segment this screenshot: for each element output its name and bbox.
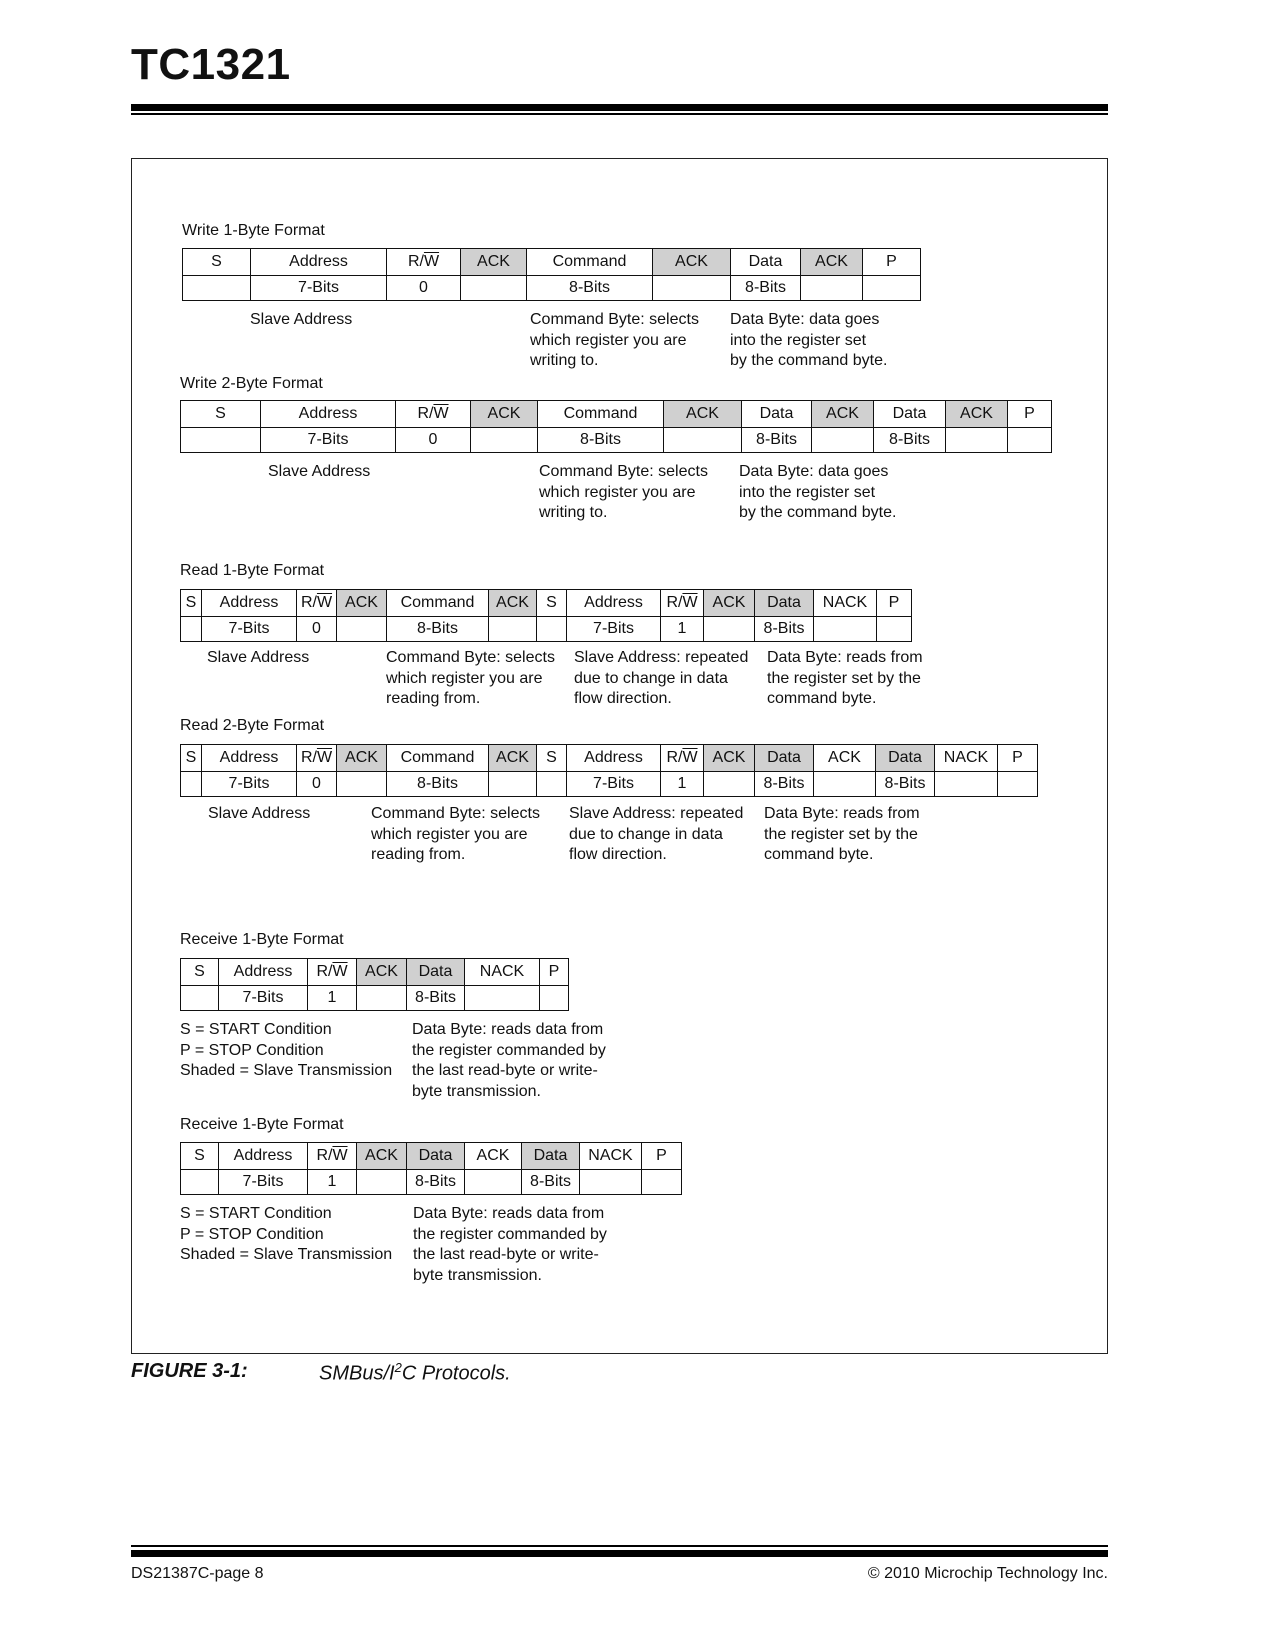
- annotation-line: Data Byte: reads from: [764, 805, 920, 822]
- annotation-line: reading from.: [386, 690, 481, 707]
- field-ack-cell: ACK: [653, 249, 731, 276]
- field-bits-cell: [471, 428, 538, 453]
- field-bits-cell: 1: [308, 986, 357, 1011]
- field-address-cell: Address: [202, 590, 297, 617]
- field-bits-cell: 8-Bits: [522, 1170, 580, 1195]
- field-ack-cell: ACK: [461, 249, 527, 276]
- field-nack-cell: NACK: [580, 1143, 642, 1170]
- field-p-cell: P: [1008, 401, 1052, 428]
- field-annotation: [207, 648, 309, 669]
- field-bits-cell: [642, 1170, 682, 1195]
- frame-table: [180, 400, 1052, 453]
- field-bits-cell: [183, 276, 251, 301]
- field-bits-cell: [704, 772, 755, 797]
- annotation-line: Slave Address: repeated: [574, 649, 749, 666]
- document-title: TC1321: [131, 40, 291, 89]
- annotation-line: due to change in data: [569, 825, 723, 843]
- annotation-line: flow direction.: [574, 690, 672, 707]
- field-address-cell: Address: [567, 745, 661, 772]
- field-bits-cell: [801, 276, 863, 301]
- field-bits-cell: [181, 772, 202, 797]
- field-ack-cell: ACK: [471, 401, 538, 428]
- annotation-line: S = START Condition: [180, 1205, 332, 1222]
- annotation-line: the register set by the: [767, 669, 921, 687]
- field-address-cell: Address: [202, 745, 297, 772]
- annotation-line: Data Byte: reads data from: [413, 1205, 605, 1222]
- footer-rule-thick: [131, 1550, 1108, 1557]
- field-bits-cell: 0: [297, 617, 337, 642]
- field-bits-cell: 0: [396, 428, 471, 453]
- annotation-line: writing to.: [530, 352, 599, 369]
- field-bits-cell: [1008, 428, 1052, 453]
- field-nack-cell: NACK: [465, 959, 540, 986]
- annotation-line: due to change in data: [574, 669, 728, 687]
- annotation-line: the register commanded by: [412, 1041, 606, 1059]
- frame-table: [180, 958, 569, 1011]
- field-bits-cell: [814, 772, 876, 797]
- annotation-line: Shaded = Slave Transmission: [180, 1246, 393, 1263]
- field-ack-cell: ACK: [337, 745, 387, 772]
- annotation-line: the last read-byte or write-: [412, 1062, 598, 1079]
- field-annotation: [730, 310, 887, 372]
- field-bits-cell: 7-Bits: [219, 1170, 308, 1195]
- annotation-line: Data Byte: data goes: [730, 311, 880, 328]
- field-ack-cell: ACK: [489, 590, 537, 617]
- field-bits-cell: 7-Bits: [202, 772, 297, 797]
- annotation-line: Slave Address: repeated: [569, 805, 744, 822]
- field-p-cell: P: [863, 249, 921, 276]
- annotation-line: Command Byte: selects: [530, 311, 699, 328]
- field-bits-cell: [877, 617, 912, 642]
- field-rw-cell: $R/\overline{W}$: [396, 401, 471, 428]
- field-annotation: [180, 1020, 392, 1082]
- field-command-cell: Command: [387, 590, 489, 617]
- field-data-cell: Data: [742, 401, 812, 428]
- field-bits-cell: 7-Bits: [251, 276, 387, 301]
- figure-label: FIGURE 3-1:: [131, 1360, 248, 1382]
- field-rw-cell: $R/\overline{W}$: [661, 590, 704, 617]
- field-bits-cell: 0: [297, 772, 337, 797]
- field-bits-cell: 8-Bits: [407, 1170, 465, 1195]
- field-address-cell: Address: [567, 590, 661, 617]
- field-bits-cell: [540, 986, 569, 1011]
- field-bits-cell: 8-Bits: [876, 772, 935, 797]
- field-bits-cell: [181, 428, 261, 453]
- field-bits-cell: 8-Bits: [755, 617, 814, 642]
- field-data-cell: Data: [731, 249, 801, 276]
- annotation-line: by the command byte.: [739, 504, 897, 521]
- field-annotation: [250, 310, 352, 331]
- field-s-cell: S: [181, 401, 261, 428]
- field-p-cell: P: [540, 959, 569, 986]
- field-address-cell: Address: [219, 959, 308, 986]
- field-data-cell: Data: [755, 745, 814, 772]
- figure-caption-text: SMBus/$I^2C$ Protocols.: [319, 1360, 511, 1385]
- field-bits-cell: [181, 617, 202, 642]
- field-annotation: [208, 804, 310, 825]
- field-ack-cell: ACK: [704, 745, 755, 772]
- field-bits-cell: [181, 1170, 219, 1195]
- field-s-cell: S: [537, 590, 567, 617]
- field-s-cell: S: [537, 745, 567, 772]
- field-address-cell: Address: [251, 249, 387, 276]
- annotation-line: the register set by the: [764, 825, 918, 843]
- field-p-cell: P: [998, 745, 1038, 772]
- field-annotation: [268, 462, 370, 483]
- field-bits-cell: [461, 276, 527, 301]
- field-bits-cell: 7-Bits: [219, 986, 308, 1011]
- field-ack-cell: ACK: [465, 1143, 522, 1170]
- field-bits-cell: 1: [661, 617, 704, 642]
- frame-table: [180, 744, 1038, 797]
- field-ack-cell: ACK: [337, 590, 387, 617]
- frame-table: [180, 589, 912, 642]
- field-bits-cell: [814, 617, 877, 642]
- field-bits-cell: [489, 617, 537, 642]
- field-bits-cell: 7-Bits: [261, 428, 396, 453]
- annotation-line: command byte.: [764, 846, 874, 863]
- field-annotation: [371, 804, 540, 866]
- field-annotation: [413, 1204, 607, 1286]
- field-ack-cell: ACK: [664, 401, 742, 428]
- field-rw-cell: $R/\overline{W}$: [297, 745, 337, 772]
- annotation-line: P = STOP Condition: [180, 1225, 324, 1243]
- annotation-line: Command Byte: selects: [539, 463, 708, 480]
- field-ack-cell: ACK: [357, 1143, 407, 1170]
- field-annotation: [412, 1020, 606, 1102]
- annotation-line: Data Byte: reads from: [767, 649, 923, 666]
- field-rw-cell: $R/\overline{W}$: [308, 1143, 357, 1170]
- field-bits-cell: [537, 617, 567, 642]
- field-ack-cell: ACK: [489, 745, 537, 772]
- field-ack-cell: ACK: [704, 590, 755, 617]
- field-bits-cell: [465, 986, 540, 1011]
- field-bits-cell: 7-Bits: [202, 617, 297, 642]
- annotation-line: Command Byte: selects: [371, 805, 540, 822]
- footer-copyright: © 2010 Microchip Technology Inc.: [867, 1565, 1108, 1582]
- field-command-cell: Command: [538, 401, 664, 428]
- annotation-line: Slave Address: [207, 649, 310, 666]
- field-ack-cell: ACK: [814, 745, 876, 772]
- field-data-cell: Data: [755, 590, 814, 617]
- frame-table: [182, 248, 921, 301]
- header-rule-thick: [131, 104, 1108, 111]
- frame-table: [180, 1142, 682, 1195]
- field-bits-cell: [998, 772, 1038, 797]
- field-bits-cell: [653, 276, 731, 301]
- field-data-cell: Data: [522, 1143, 580, 1170]
- field-annotation: [739, 462, 896, 524]
- annotation-line: into the register set: [730, 331, 867, 349]
- annotation-line: S = START Condition: [180, 1021, 332, 1038]
- field-annotation: [539, 462, 708, 524]
- annotation-line: which register you are: [371, 825, 528, 843]
- field-bits-cell: [580, 1170, 642, 1195]
- field-bits-cell: 8-Bits: [387, 617, 489, 642]
- annotation-line: Shaded = Slave Transmission: [180, 1062, 393, 1079]
- format-title: Read 1-Byte Format: [180, 562, 325, 579]
- format-title: Receive 1-Byte Format: [180, 1116, 344, 1133]
- annotation-line: Slave Address: [268, 463, 371, 480]
- annotation-line: Slave Address: [208, 805, 311, 822]
- format-title: Write 2-Byte Format: [180, 375, 323, 392]
- annotation-line: writing to.: [539, 504, 608, 521]
- annotation-line: Slave Address: [250, 311, 353, 328]
- annotation-line: which register you are: [530, 331, 687, 349]
- field-bits-cell: [357, 986, 407, 1011]
- field-bits-cell: [181, 986, 219, 1011]
- field-rw-cell: $R/\overline{W}$: [387, 249, 461, 276]
- annotation-line: Data Byte: data goes: [739, 463, 889, 480]
- field-bits-cell: 8-Bits: [755, 772, 814, 797]
- annotation-line: which register you are: [539, 483, 696, 501]
- field-annotation: [386, 648, 555, 710]
- field-p-cell: P: [877, 590, 912, 617]
- annotation-line: into the register set: [739, 483, 876, 501]
- field-bits-cell: [537, 772, 567, 797]
- annotation-line: Command Byte: selects: [386, 649, 555, 666]
- field-bits-cell: 1: [661, 772, 704, 797]
- footer-rule-thin: [131, 1545, 1108, 1547]
- field-address-cell: Address: [261, 401, 396, 428]
- field-annotation: [767, 648, 923, 710]
- field-bits-cell: [337, 772, 387, 797]
- field-nack-cell: NACK: [814, 590, 877, 617]
- field-s-cell: S: [181, 590, 202, 617]
- field-annotation: [569, 804, 743, 866]
- format-title: Read 2-Byte Format: [180, 717, 325, 734]
- field-bits-cell: [935, 772, 998, 797]
- annotation-line: command byte.: [767, 690, 877, 707]
- field-bits-cell: 8-Bits: [387, 772, 489, 797]
- format-title: Write 1-Byte Format: [182, 222, 325, 239]
- format-title: Receive 1-Byte Format: [180, 931, 344, 948]
- field-s-cell: S: [183, 249, 251, 276]
- annotation-line: by the command byte.: [730, 352, 888, 369]
- field-bits-cell: 7-Bits: [567, 772, 661, 797]
- field-bits-cell: [489, 772, 537, 797]
- field-bits-cell: 8-Bits: [742, 428, 812, 453]
- annotation-line: flow direction.: [569, 846, 667, 863]
- annotation-line: reading from.: [371, 846, 466, 863]
- field-s-cell: S: [181, 959, 219, 986]
- field-bits-cell: 8-Bits: [731, 276, 801, 301]
- field-rw-cell: $R/\overline{W}$: [297, 590, 337, 617]
- field-bits-cell: [812, 428, 874, 453]
- field-annotation: [764, 804, 920, 866]
- field-bits-cell: [946, 428, 1008, 453]
- field-bits-cell: 7-Bits: [567, 617, 661, 642]
- annotation-line: Data Byte: reads data from: [412, 1021, 604, 1038]
- field-data-cell: Data: [407, 1143, 465, 1170]
- field-annotation: [574, 648, 748, 710]
- annotation-line: the register commanded by: [413, 1225, 607, 1243]
- field-bits-cell: 8-Bits: [874, 428, 946, 453]
- header-rule-thin: [131, 113, 1108, 115]
- field-bits-cell: [704, 617, 755, 642]
- field-s-cell: S: [181, 1143, 219, 1170]
- field-ack-cell: ACK: [357, 959, 407, 986]
- field-bits-cell: 1: [308, 1170, 357, 1195]
- field-bits-cell: 8-Bits: [538, 428, 664, 453]
- field-ack-cell: ACK: [801, 249, 863, 276]
- field-data-cell: Data: [407, 959, 465, 986]
- field-command-cell: Command: [527, 249, 653, 276]
- field-bits-cell: [357, 1170, 407, 1195]
- field-ack-cell: ACK: [946, 401, 1008, 428]
- annotation-line: which register you are: [386, 669, 543, 687]
- field-bits-cell: [863, 276, 921, 301]
- field-annotation: [530, 310, 699, 372]
- field-rw-cell: $R/\overline{W}$: [661, 745, 704, 772]
- field-address-cell: Address: [219, 1143, 308, 1170]
- field-bits-cell: [465, 1170, 522, 1195]
- field-bits-cell: 0: [387, 276, 461, 301]
- annotation-line: byte transmission.: [412, 1082, 541, 1100]
- annotation-line: P = STOP Condition: [180, 1041, 324, 1059]
- field-rw-cell: $R/\overline{W}$: [308, 959, 357, 986]
- field-command-cell: Command: [387, 745, 489, 772]
- field-s-cell: S: [181, 745, 202, 772]
- field-nack-cell: NACK: [935, 745, 998, 772]
- field-data-cell: Data: [876, 745, 935, 772]
- field-p-cell: P: [642, 1143, 682, 1170]
- annotation-line: the last read-byte or write-: [413, 1246, 599, 1263]
- field-bits-cell: 8-Bits: [527, 276, 653, 301]
- field-bits-cell: 8-Bits: [407, 986, 465, 1011]
- field-data-cell: Data: [874, 401, 946, 428]
- annotation-line: byte transmission.: [413, 1266, 542, 1284]
- field-bits-cell: [337, 617, 387, 642]
- field-bits-cell: [664, 428, 742, 453]
- field-annotation: [180, 1204, 392, 1266]
- footer-page-id: DS21387C-page 8: [131, 1565, 264, 1582]
- field-ack-cell: ACK: [812, 401, 874, 428]
